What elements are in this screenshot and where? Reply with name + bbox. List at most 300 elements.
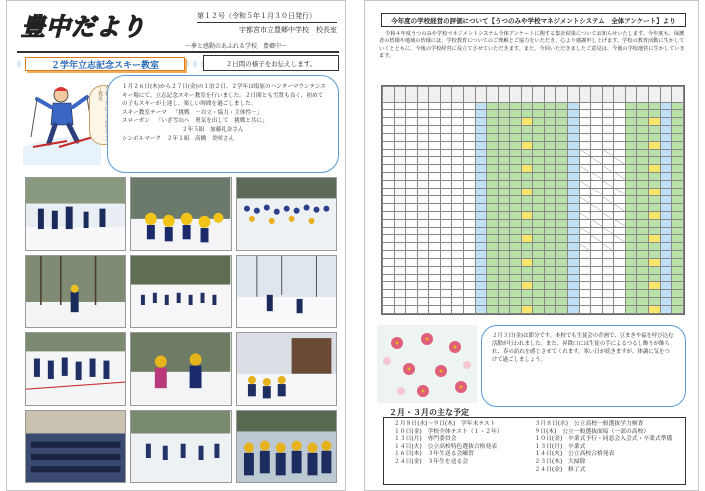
survey-cell: [440, 180, 452, 188]
survey-cell: [452, 172, 464, 180]
survey-cell: [383, 235, 395, 243]
survey-cell: [533, 305, 545, 313]
survey-cell: [452, 227, 464, 235]
survey-cell: [440, 274, 452, 282]
survey-cell: [568, 282, 580, 290]
survey-cell: [614, 196, 626, 204]
survey-cell: [510, 204, 522, 212]
survey-cell: [625, 180, 637, 188]
survey-cell: [487, 251, 499, 259]
survey-cell: [672, 110, 684, 118]
survey-cell: [544, 282, 556, 290]
survey-cell: [672, 141, 684, 149]
survey-cell: [660, 157, 672, 165]
survey-row: [383, 290, 684, 298]
survey-cell: [429, 110, 441, 118]
survey-cell: [602, 290, 614, 298]
survey-cell: [544, 172, 556, 180]
survey-cell: [440, 149, 452, 157]
survey-cell: [417, 165, 429, 173]
survey-cell: [452, 258, 464, 266]
survey-cell: [637, 219, 649, 227]
survey-cell: [648, 219, 660, 227]
survey-cell: [510, 126, 522, 134]
survey-cell: [672, 196, 684, 204]
survey-cell: [429, 243, 441, 251]
survey-cell: [648, 110, 660, 118]
survey-cell: [556, 227, 568, 235]
survey-cell: [510, 196, 522, 204]
survey-cell: [614, 212, 626, 220]
survey-cell: [498, 243, 510, 251]
survey-cell: [406, 266, 418, 274]
survey-row: [383, 258, 684, 266]
survey-cell: [417, 266, 429, 274]
survey-cell: [383, 204, 395, 212]
theme-text: 「挑戦 －自立・協力・主体性－」: [172, 109, 263, 116]
survey-cell: [510, 282, 522, 290]
survey-cell: [475, 235, 487, 243]
survey-cell: [394, 87, 406, 103]
survey-cell: [602, 251, 614, 259]
survey-cell: [614, 251, 626, 259]
survey-cell: [452, 204, 464, 212]
survey-cell: [544, 266, 556, 274]
survey-cell: [429, 126, 441, 134]
survey-cell: [510, 227, 522, 235]
school-motto: ～夢と感動のあふれる学校 豊郷中～: [185, 43, 288, 50]
survey-row: [383, 126, 684, 134]
survey-cell: [637, 110, 649, 118]
survey-row: [383, 274, 684, 282]
survey-cell: [463, 188, 475, 196]
survey-cell: [672, 212, 684, 220]
survey-cell: [533, 212, 545, 220]
survey-cell: [406, 227, 418, 235]
survey-cell: [556, 118, 568, 126]
survey-cell: [625, 87, 637, 103]
survey-cell: [533, 126, 545, 134]
survey-row: [383, 118, 684, 126]
survey-cell: [568, 297, 580, 305]
survey-cell: [672, 165, 684, 173]
survey-cell: [429, 157, 441, 165]
survey-cell: [625, 258, 637, 266]
survey-cell: [672, 251, 684, 259]
survey-cell: [648, 297, 660, 305]
survey-cell: [648, 235, 660, 243]
survey-cell: [591, 266, 603, 274]
survey-cell: [406, 235, 418, 243]
survey-cell: [452, 266, 464, 274]
survey-cell: [417, 118, 429, 126]
survey-row: [383, 180, 684, 188]
survey-cell: [568, 212, 580, 220]
survey-cell: [625, 118, 637, 126]
survey-cell: [475, 149, 487, 157]
survey-cell: [498, 180, 510, 188]
survey-cell: [637, 87, 649, 103]
survey-cell: [510, 110, 522, 118]
survey-cell: [383, 102, 395, 110]
survey-cell: [394, 102, 406, 110]
survey-cell: [591, 126, 603, 134]
survey-cell: [429, 282, 441, 290]
survey-cell: [440, 165, 452, 173]
survey-cell: [440, 157, 452, 165]
survey-cell: [475, 165, 487, 173]
survey-cell: [591, 133, 603, 141]
survey-cell: [556, 87, 568, 103]
survey-cell: [672, 149, 684, 157]
schedule-item: ２４日(金) ３年生を送る会: [394, 458, 469, 465]
survey-cell: [660, 297, 672, 305]
survey-cell: [533, 172, 545, 180]
survey-cell: [394, 297, 406, 305]
survey-table-grid: [382, 86, 684, 314]
survey-cell: [533, 87, 545, 103]
survey-cell: [591, 305, 603, 313]
survey-cell: [440, 219, 452, 227]
survey-cell: [660, 258, 672, 266]
survey-cell: [440, 133, 452, 141]
survey-cell: [487, 126, 499, 134]
survey-cell: [672, 87, 684, 103]
survey-cell: [498, 258, 510, 266]
survey-cell: [637, 212, 649, 220]
survey-cell: [440, 188, 452, 196]
survey-cell: [498, 290, 510, 298]
survey-cell: [568, 274, 580, 282]
survey-cell: [463, 133, 475, 141]
survey-cell: [417, 102, 429, 110]
survey-cell: [510, 157, 522, 165]
theme-row: [122, 109, 328, 118]
survey-cell: [637, 204, 649, 212]
survey-cell: [591, 251, 603, 259]
survey-cell: [637, 172, 649, 180]
survey-cell: [452, 290, 464, 298]
survey-cell: [429, 274, 441, 282]
survey-cell: [672, 118, 684, 126]
survey-cell: [440, 141, 452, 149]
survey-cell: [648, 157, 660, 165]
survey-cell: [406, 251, 418, 259]
survey-cell: [602, 212, 614, 220]
survey-cell: [521, 165, 533, 173]
survey-row: [383, 243, 684, 251]
survey-cell: [498, 149, 510, 157]
survey-cell: [648, 251, 660, 259]
slogan-text: 「いざ雪山へ 勇気を出して 挑戦と共に」: [155, 118, 268, 125]
survey-cell: [579, 235, 591, 243]
survey-cell: [452, 126, 464, 134]
survey-row: [383, 165, 684, 173]
survey-cell: [533, 243, 545, 251]
survey-cell: [625, 133, 637, 141]
survey-cell: [660, 235, 672, 243]
article-paragraph: １月２６日(木)から２７日(金)の１泊２日、２学年は塩原のハンターマウンテンスキー場にて、立志記念スキー教室を行いました。２日間とも雪質も良く、初めての子もスキーが上達し、楽しい時間を過ごしました。: [122, 84, 326, 108]
survey-cell: [544, 235, 556, 243]
survey-cell: [475, 282, 487, 290]
survey-cell: [660, 149, 672, 157]
survey-cell: [406, 243, 418, 251]
survey-cell: [556, 188, 568, 196]
survey-cell: [394, 133, 406, 141]
survey-row: [383, 102, 684, 110]
survey-cell: [591, 196, 603, 204]
survey-cell: [475, 274, 487, 282]
survey-cell: [533, 149, 545, 157]
survey-cell: [383, 251, 395, 259]
survey-cell: [544, 118, 556, 126]
survey-row: [383, 133, 684, 141]
survey-cell: [394, 149, 406, 157]
survey-cell: [556, 180, 568, 188]
survey-cell: [533, 196, 545, 204]
survey-cell: [498, 133, 510, 141]
survey-cell: [672, 274, 684, 282]
survey-cell: [544, 133, 556, 141]
survey-cell: [637, 126, 649, 134]
survey-cell: [498, 102, 510, 110]
survey-cell: [394, 110, 406, 118]
survey-row: [383, 149, 684, 157]
survey-cell: [591, 118, 603, 126]
survey-cell: [533, 180, 545, 188]
survey-cell: [648, 243, 660, 251]
survey-cell: [625, 219, 637, 227]
survey-cell: [556, 196, 568, 204]
survey-cell: [475, 227, 487, 235]
survey-cell: [602, 266, 614, 274]
survey-cell: [637, 165, 649, 173]
survey-cell: [429, 235, 441, 243]
survey-cell: [556, 251, 568, 259]
survey-cell: [417, 258, 429, 266]
survey-cell: [383, 297, 395, 305]
survey-row: [383, 282, 684, 290]
survey-cell: [568, 219, 580, 227]
survey-cell: [568, 204, 580, 212]
survey-cell: [417, 87, 429, 103]
survey-cell: [579, 133, 591, 141]
survey-cell: [648, 212, 660, 220]
survey-cell: [648, 172, 660, 180]
survey-cell: [487, 141, 499, 149]
survey-cell: [487, 305, 499, 313]
survey-cell: [475, 141, 487, 149]
survey-cell: [452, 157, 464, 165]
survey-cell: [544, 212, 556, 220]
survey-cell: [510, 219, 522, 227]
survey-cell: [672, 133, 684, 141]
survey-cell: [568, 118, 580, 126]
survey-cell: [440, 196, 452, 204]
survey-cell: [510, 290, 522, 298]
survey-cell: [533, 133, 545, 141]
survey-cell: [602, 126, 614, 134]
survey-cell: [440, 305, 452, 313]
survey-cell: [556, 212, 568, 220]
survey-cell: [637, 196, 649, 204]
survey-cell: [383, 188, 395, 196]
survey-cell: [406, 102, 418, 110]
survey-cell: [544, 219, 556, 227]
survey-cell: [510, 274, 522, 282]
schedule-box: [383, 417, 686, 485]
article-banner: ２学年立志記念スキー教室: [25, 57, 185, 71]
survey-cell: [637, 102, 649, 110]
survey-cell: [521, 87, 533, 103]
survey-cell: [463, 141, 475, 149]
schedule-february: [394, 421, 535, 481]
survey-cell: [614, 110, 626, 118]
survey-cell: [568, 87, 580, 103]
survey-cell: [417, 243, 429, 251]
survey-cell: [406, 196, 418, 204]
survey-cell: [637, 297, 649, 305]
survey-cell: [383, 165, 395, 173]
survey-cell: [510, 165, 522, 173]
photo-skiers-walking: [25, 177, 126, 251]
schedule-item: １３日(月) 専門委員会: [394, 436, 457, 443]
survey-cell: [591, 110, 603, 118]
survey-cell: [417, 172, 429, 180]
survey-cell: [625, 274, 637, 282]
survey-cell: [579, 297, 591, 305]
survey-cell: [637, 290, 649, 298]
survey-cell: [394, 282, 406, 290]
survey-cell: [614, 274, 626, 282]
survey-cell: [672, 227, 684, 235]
hanging-decoration-photo: [377, 325, 477, 403]
survey-cell: [660, 172, 672, 180]
survey-cell: [394, 258, 406, 266]
survey-row: [383, 266, 684, 274]
survey-cell: [394, 141, 406, 149]
issue-info: [197, 11, 337, 35]
survey-cell: [406, 212, 418, 220]
survey-row: [383, 235, 684, 243]
survey-cell: [648, 266, 660, 274]
survey-cell: [672, 172, 684, 180]
survey-cell: [533, 110, 545, 118]
survey-cell: [625, 204, 637, 212]
survey-cell: [591, 157, 603, 165]
survey-cell: [648, 258, 660, 266]
survey-cell: [672, 126, 684, 134]
survey-cell: [544, 196, 556, 204]
survey-cell: [417, 274, 429, 282]
survey-cell: [602, 258, 614, 266]
survey-cell: [544, 290, 556, 298]
survey-cell: [394, 157, 406, 165]
survey-cell: [672, 157, 684, 165]
schedule-item: １０日(金) 学校全体テスト（１・２年）: [394, 428, 503, 435]
survey-cell: [452, 282, 464, 290]
notice-box: ２日間の様子をお伝えします。: [203, 55, 339, 71]
survey-cell: [625, 102, 637, 110]
survey-cell: [648, 87, 660, 103]
survey-cell: [463, 251, 475, 259]
survey-cell: [463, 149, 475, 157]
survey-cell: [487, 290, 499, 298]
survey-cell: [625, 305, 637, 313]
survey-cell: [672, 258, 684, 266]
survey-header: 今年度の学校経営の評価について【うつのみや学校マネジメントシステム 全体アンケート】より: [381, 13, 686, 27]
survey-cell: [383, 258, 395, 266]
survey-cell: [383, 282, 395, 290]
survey-cell: [591, 165, 603, 173]
survey-cell: [383, 227, 395, 235]
survey-cell: [614, 157, 626, 165]
survey-cell: [510, 305, 522, 313]
survey-cell: [672, 243, 684, 251]
survey-cell: [498, 219, 510, 227]
survey-cell: [625, 110, 637, 118]
survey-cell: [579, 118, 591, 126]
survey-cell: [660, 274, 672, 282]
survey-cell: [521, 118, 533, 126]
survey-cell: [672, 188, 684, 196]
survey-row: [383, 110, 684, 118]
schedule-item: １６日(木) ３年生送る会練習: [394, 451, 474, 458]
setsubun-text: ２月３日(金)は節分です。本校でも生徒会の企画で、豆まきや福を呼び込む活動が行われました。また、昇降口には生徒の手によるつるし飾りが飾られ、春の訪れを感じさせてくれます。寒い日が続きますが、体調に気をつけて過ごしましょう。: [492, 333, 674, 363]
survey-cell: [475, 87, 487, 103]
survey-cell: [660, 251, 672, 259]
survey-cell: [498, 212, 510, 220]
survey-cell: [648, 305, 660, 313]
survey-cell: [463, 235, 475, 243]
setsubun-article: [481, 325, 686, 407]
survey-cell: [383, 274, 395, 282]
survey-cell: [394, 305, 406, 313]
survey-cell: [660, 87, 672, 103]
newsletter-title: 豊中だより: [21, 12, 146, 41]
survey-cell: [556, 149, 568, 157]
survey-cell: [672, 102, 684, 110]
survey-cell: [614, 219, 626, 227]
survey-cell: [568, 235, 580, 243]
survey-cell: [463, 157, 475, 165]
survey-cell: [660, 305, 672, 313]
survey-cell: [591, 219, 603, 227]
survey-cell: [475, 290, 487, 298]
survey-cell: [591, 290, 603, 298]
survey-row: [383, 141, 684, 149]
survey-cell: [475, 204, 487, 212]
survey-row: [383, 157, 684, 165]
survey-cell: [544, 204, 556, 212]
survey-cell: [568, 110, 580, 118]
survey-cell: [533, 141, 545, 149]
survey-row: [383, 251, 684, 259]
survey-cell: [463, 266, 475, 274]
survey-cell: [475, 219, 487, 227]
survey-cell: [672, 305, 684, 313]
survey-cell: [591, 243, 603, 251]
survey-cell: [556, 305, 568, 313]
survey-cell: [579, 258, 591, 266]
survey-cell: [417, 126, 429, 134]
survey-cell: [487, 219, 499, 227]
survey-cell: [406, 219, 418, 227]
survey-cell: [625, 172, 637, 180]
survey-cell: [648, 290, 660, 298]
survey-row: [383, 219, 684, 227]
school-name: 宇都宮市立豊郷中学校 校長室: [239, 26, 337, 34]
